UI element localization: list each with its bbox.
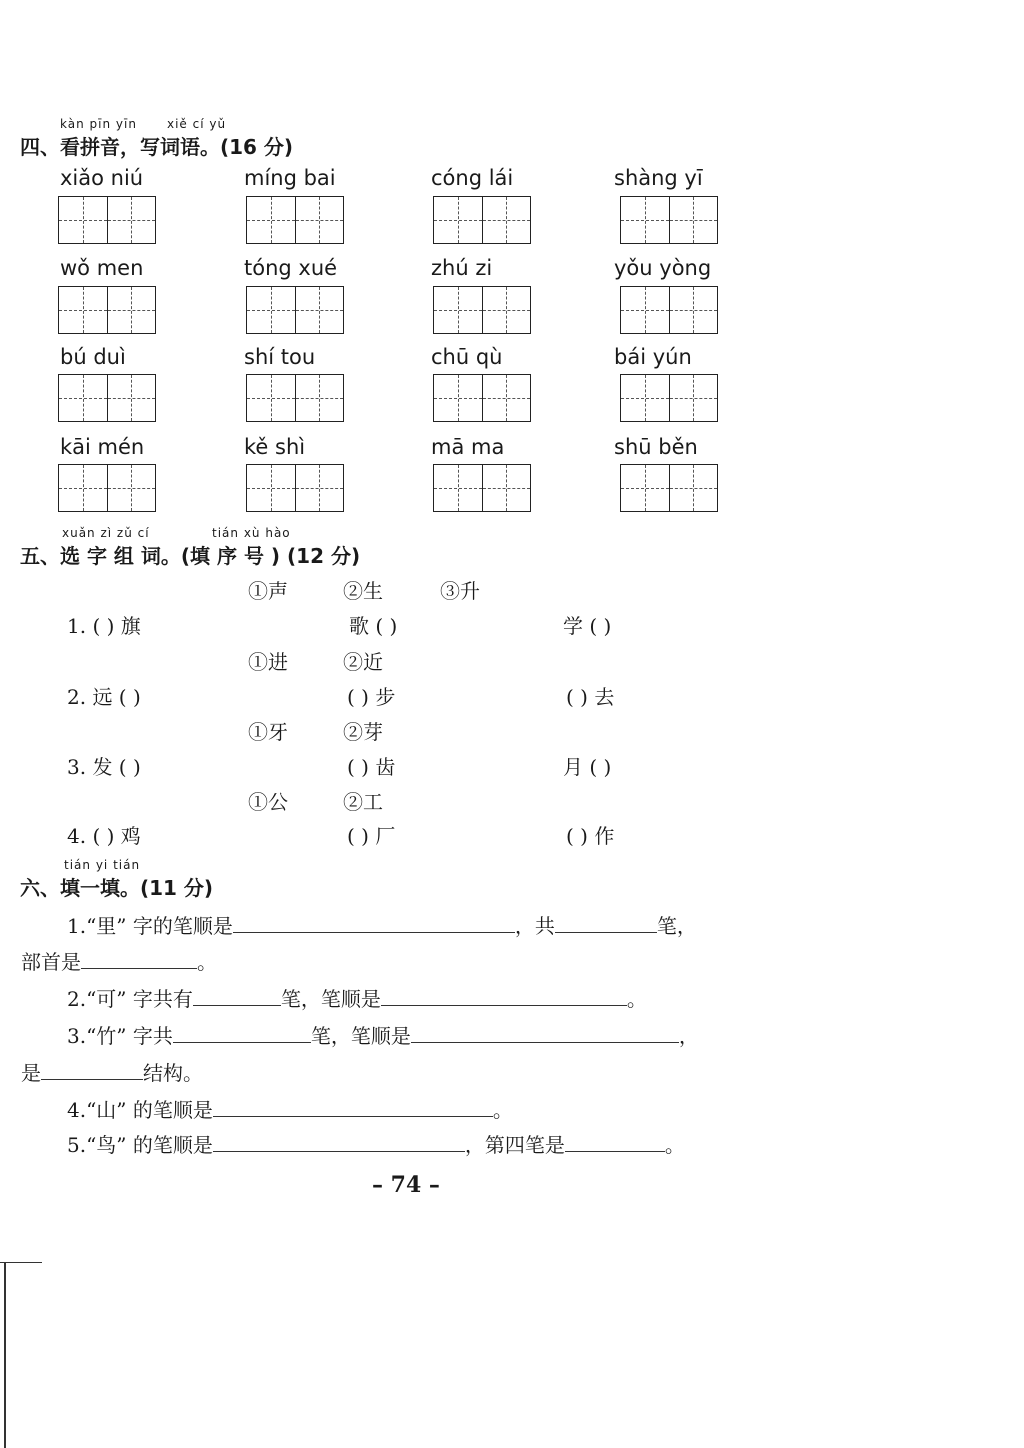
fill-5-blank-strokes[interactable] <box>213 1133 465 1152</box>
fill-1-text-a: 1.“里” 字的笔顺是 <box>67 914 233 938</box>
fill-3-blank-strokes[interactable] <box>411 1024 679 1043</box>
writing-box-3[interactable] <box>433 196 531 244</box>
q4-option-2: ②工 <box>343 790 383 814</box>
scan-edge-line <box>0 1262 42 1263</box>
q3-item-b[interactable]: ( ) 齿 <box>347 755 396 779</box>
fill-1-text-e: 。 <box>197 950 217 974</box>
writing-cell[interactable] <box>669 375 718 421</box>
fill-3-text-a: 3.“竹” 字共 <box>67 1024 173 1048</box>
writing-cell[interactable] <box>107 465 156 511</box>
writing-box-10[interactable] <box>246 374 344 422</box>
q4-option-1: ①公 <box>248 790 288 814</box>
q2-option-1: ①进 <box>248 650 288 674</box>
pinyin-word-1: xiǎo niú <box>60 166 144 190</box>
q2-option-2: ②近 <box>343 650 383 674</box>
fill-5-blank-fourth[interactable] <box>565 1133 665 1152</box>
fill-1-text-b: ，共 <box>514 914 555 938</box>
fill-5-text-b: ，第四笔是 <box>464 1133 565 1157</box>
q2-item-c[interactable]: ( ) 去 <box>566 685 615 709</box>
writing-box-4[interactable] <box>620 196 718 244</box>
fill-1-blank-strokes[interactable] <box>233 914 515 933</box>
q1-item-b[interactable]: 歌 ( ) <box>349 614 398 638</box>
writing-box-16[interactable] <box>620 464 718 512</box>
writing-box-6[interactable] <box>246 286 344 334</box>
pinyin-word-12: bái yún <box>614 345 692 369</box>
pinyin-word-3: cóng lái <box>431 166 514 190</box>
writing-box-5[interactable] <box>58 286 156 334</box>
writing-cell[interactable] <box>247 287 295 333</box>
writing-box-13[interactable] <box>58 464 156 512</box>
fill-line-4 <box>67 1094 513 1123</box>
fill-3-text-b: 笔，笔顺是 <box>310 1024 411 1048</box>
writing-cell[interactable] <box>434 197 482 243</box>
q4-item-b[interactable]: ( ) 厂 <box>347 824 396 848</box>
pinyin-word-16: shū běn <box>614 435 698 459</box>
writing-box-12[interactable] <box>620 374 718 422</box>
fill-1-text-c: 笔， <box>656 914 697 938</box>
section6-pinyin: tián yi tián <box>64 858 141 872</box>
writing-box-8[interactable] <box>620 286 718 334</box>
writing-cell[interactable] <box>295 375 344 421</box>
q1-option-1: ①声 <box>248 579 288 603</box>
writing-box-9[interactable] <box>58 374 156 422</box>
writing-box-11[interactable] <box>433 374 531 422</box>
writing-box-15[interactable] <box>433 464 531 512</box>
fill-3-blank-structure[interactable] <box>41 1061 143 1080</box>
fill-line-3b <box>21 1057 203 1086</box>
writing-cell[interactable] <box>247 375 295 421</box>
fill-line-1 <box>67 910 697 939</box>
writing-cell[interactable] <box>59 465 107 511</box>
pinyin-word-13: kāi mén <box>60 435 145 459</box>
fill-line-2 <box>67 983 647 1012</box>
section4-pinyin-xie: xiě cí yǔ <box>167 117 227 131</box>
pinyin-word-14: kě shì <box>244 435 306 459</box>
writing-cell[interactable] <box>482 465 531 511</box>
fill-3-text-d: 是 <box>21 1061 41 1085</box>
writing-cell[interactable] <box>295 465 344 511</box>
q3-option-2: ②芽 <box>343 720 383 744</box>
pinyin-word-7: zhú zi <box>431 256 493 280</box>
writing-cell[interactable] <box>621 465 669 511</box>
q3-item-c[interactable]: 月 ( ) <box>563 755 612 779</box>
fill-2-text-c: 。 <box>626 987 647 1011</box>
writing-cell[interactable] <box>621 287 669 333</box>
fill-line-1b <box>21 946 217 975</box>
writing-cell[interactable] <box>107 375 156 421</box>
scan-edge-vertical <box>4 1262 6 1448</box>
writing-cell[interactable] <box>621 375 669 421</box>
writing-cell[interactable] <box>107 197 156 243</box>
writing-cell[interactable] <box>434 287 482 333</box>
writing-cell[interactable] <box>247 197 295 243</box>
writing-cell[interactable] <box>107 287 156 333</box>
fill-2-text-a: 2.“可” 字共有 <box>67 987 193 1011</box>
pinyin-word-15: mā ma <box>431 435 505 459</box>
fill-2-text-b: 笔，笔顺是 <box>280 987 381 1011</box>
writing-cell[interactable] <box>482 287 531 333</box>
q1-option-3: ③升 <box>440 579 480 603</box>
q3-item-a[interactable]: 3. 发 ( ) <box>67 755 141 779</box>
writing-cell[interactable] <box>669 197 718 243</box>
q1-option-2: ②生 <box>343 579 383 603</box>
writing-cell[interactable] <box>247 465 295 511</box>
fill-4-text-b: 。 <box>492 1098 513 1122</box>
pinyin-word-4: shàng yī <box>614 166 703 190</box>
page-number: – 74 – <box>372 1172 440 1198</box>
q3-option-1: ①牙 <box>248 720 288 744</box>
fill-1-text-d: 部首是 <box>21 950 81 974</box>
pinyin-word-8: yǒu yòng <box>614 256 712 280</box>
fill-3-blank-count[interactable] <box>173 1024 311 1043</box>
writing-cell[interactable] <box>59 287 107 333</box>
fill-5-text-a: 5.“鸟” 的笔顺是 <box>67 1133 213 1157</box>
writing-cell[interactable] <box>59 197 107 243</box>
writing-cell[interactable] <box>621 197 669 243</box>
writing-cell[interactable] <box>59 375 107 421</box>
writing-cell[interactable] <box>669 465 718 511</box>
q1-item-c[interactable]: 学 ( ) <box>563 614 612 638</box>
q2-item-b[interactable]: ( ) 步 <box>347 685 396 709</box>
writing-box-7[interactable] <box>433 286 531 334</box>
writing-cell[interactable] <box>434 465 482 511</box>
section6-title: 六、填一填。(11 分) <box>20 876 214 900</box>
q1-item-a[interactable]: 1. ( ) 旗 <box>67 614 141 638</box>
pinyin-word-5: wǒ men <box>60 256 144 280</box>
fill-4-text-a: 4.“山” 的笔顺是 <box>67 1098 213 1122</box>
pinyin-word-10: shí tou <box>244 345 316 369</box>
q4-item-a[interactable]: 4. ( ) 鸡 <box>67 824 141 848</box>
fill-5-text-c: 。 <box>664 1133 685 1157</box>
fill-3-text-e: 结构。 <box>143 1061 203 1085</box>
pinyin-word-11: chū qù <box>431 345 503 369</box>
writing-cell[interactable] <box>669 287 718 333</box>
pinyin-word-6: tóng xué <box>244 256 338 280</box>
fill-1-blank-radical[interactable] <box>81 950 197 969</box>
fill-4-blank-strokes[interactable] <box>213 1098 493 1117</box>
section5-pinyin-xuan: xuǎn zì zǔ cí <box>62 526 150 540</box>
section4-title: 四、看拼音，写词语。(16 分) <box>20 135 294 159</box>
fill-1-blank-count[interactable] <box>555 914 657 933</box>
writing-cell[interactable] <box>295 287 344 333</box>
writing-cell[interactable] <box>482 197 531 243</box>
section5-title: 五、选 字 组 词。(填 序 号 ) (12 分) <box>20 544 361 568</box>
writing-box-1[interactable] <box>58 196 156 244</box>
fill-2-blank-count[interactable] <box>193 987 281 1006</box>
fill-2-blank-strokes[interactable] <box>381 987 627 1006</box>
pinyin-word-2: míng bai <box>244 166 336 190</box>
q4-item-c[interactable]: ( ) 作 <box>566 824 615 848</box>
writing-cell[interactable] <box>434 375 482 421</box>
fill-3-text-c: ， <box>678 1024 699 1048</box>
section5-pinyin-tian: tián xù hào <box>212 526 291 540</box>
fill-line-3 <box>67 1020 699 1049</box>
writing-box-14[interactable] <box>246 464 344 512</box>
q2-item-a[interactable]: 2. 远 ( ) <box>67 685 141 709</box>
writing-box-2[interactable] <box>246 196 344 244</box>
fill-line-5 <box>67 1129 685 1158</box>
section4-pinyin-kan: kàn pīn yīn <box>60 117 137 131</box>
pinyin-word-9: bú duì <box>60 345 126 369</box>
writing-cell[interactable] <box>482 375 531 421</box>
writing-cell[interactable] <box>295 197 344 243</box>
